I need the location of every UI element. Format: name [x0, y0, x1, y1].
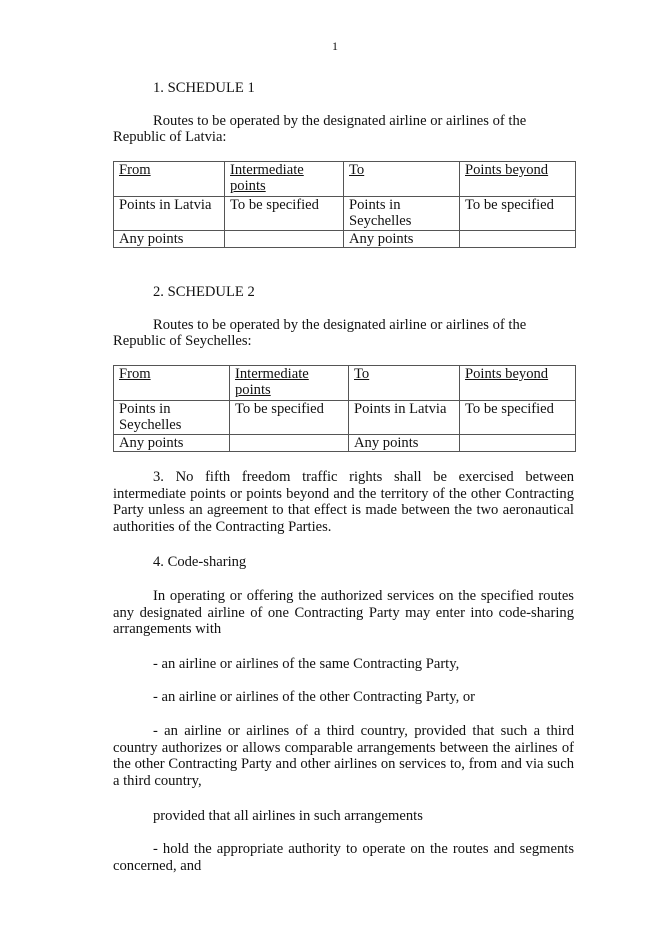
header-from: From	[114, 366, 230, 401]
table-row	[114, 435, 576, 452]
table-row	[114, 197, 576, 231]
schedule2-heading: 2. SCHEDULE 2	[153, 284, 255, 300]
cell: Points in Latvia	[349, 401, 460, 435]
schedule1-intro-line1: Routes to be operated by the designated airline or airlines of the	[153, 113, 527, 129]
table-header-row	[114, 162, 576, 197]
section4-heading: 4. Code-sharing	[153, 554, 247, 570]
cell: Points in Seychelles	[114, 401, 230, 435]
cell: Points in Seychelles	[344, 197, 460, 231]
cell: To be specified	[230, 401, 349, 435]
section3-paragraph	[113, 469, 574, 535]
header-to: To	[344, 162, 460, 197]
table-header-row	[114, 366, 576, 401]
section4-intro-text: In operating or offering the authorized services on the specified routes any designated airline of one Contracting Party may enter into code-sharing arrangements with	[113, 588, 574, 637]
section4-intro-paragraph	[113, 588, 574, 638]
cell	[230, 435, 349, 452]
cell: To be specified	[460, 401, 576, 435]
bullet-same-party: - an airline or airlines of the same Contracting Party,	[153, 656, 460, 672]
table-row	[114, 231, 576, 248]
section3-text: 3. No fifth freedom traffic rights shall be exercised between intermediate points or points beyond and the territory of the other Contracting Party unless an agreement to that effect is made between the two aeronautical authorities of the Contracting Parties.	[113, 469, 574, 535]
schedule2-intro-line2: Republic of Seychelles:	[113, 333, 252, 349]
header-points-beyond: Points beyond	[460, 162, 576, 197]
schedule1-intro-line2: Republic of Latvia:	[113, 129, 227, 145]
header-from: From	[114, 162, 225, 197]
cell: Any points	[114, 435, 230, 452]
header-points-beyond: Points beyond	[460, 366, 576, 401]
cell	[225, 231, 344, 248]
schedule2-intro-line1: Routes to be operated by the designated airline or airlines of the	[153, 317, 527, 333]
header-intermediate-points: Intermediate points	[230, 366, 349, 401]
cell: Any points	[114, 231, 225, 248]
table-row	[114, 401, 576, 435]
cell: Any points	[349, 435, 460, 452]
cell: Any points	[344, 231, 460, 248]
cell: To be specified	[225, 197, 344, 231]
schedule1-heading: 1. SCHEDULE 1	[153, 80, 255, 96]
schedule1-table	[113, 161, 576, 248]
cell	[460, 435, 576, 452]
header-to: To	[349, 366, 460, 401]
bullet-hold-authority	[113, 841, 574, 874]
cell	[460, 231, 576, 248]
bullet-third-country	[113, 723, 574, 789]
header-intermediate-points: Intermediate points	[225, 162, 344, 197]
cell: Points in Latvia	[114, 197, 225, 231]
proviso-line: provided that all airlines in such arrangements	[153, 808, 423, 824]
bullet-other-party: - an airline or airlines of the other Contracting Party, or	[153, 689, 476, 705]
cell: To be specified	[460, 197, 576, 231]
bullet-third-country-text: - an airline or airlines of a third country, provided that such a third country authorizes or allows comparable arrangements between the airlines of the other Contracting Party and other airlines on services to, from and via such a third country,	[113, 723, 574, 789]
schedule2-table	[113, 365, 576, 452]
bullet-hold-authority-text: - hold the appropriate authority to operate on the routes and segments concerned, and	[113, 841, 574, 874]
page-number: 1	[332, 39, 338, 53]
